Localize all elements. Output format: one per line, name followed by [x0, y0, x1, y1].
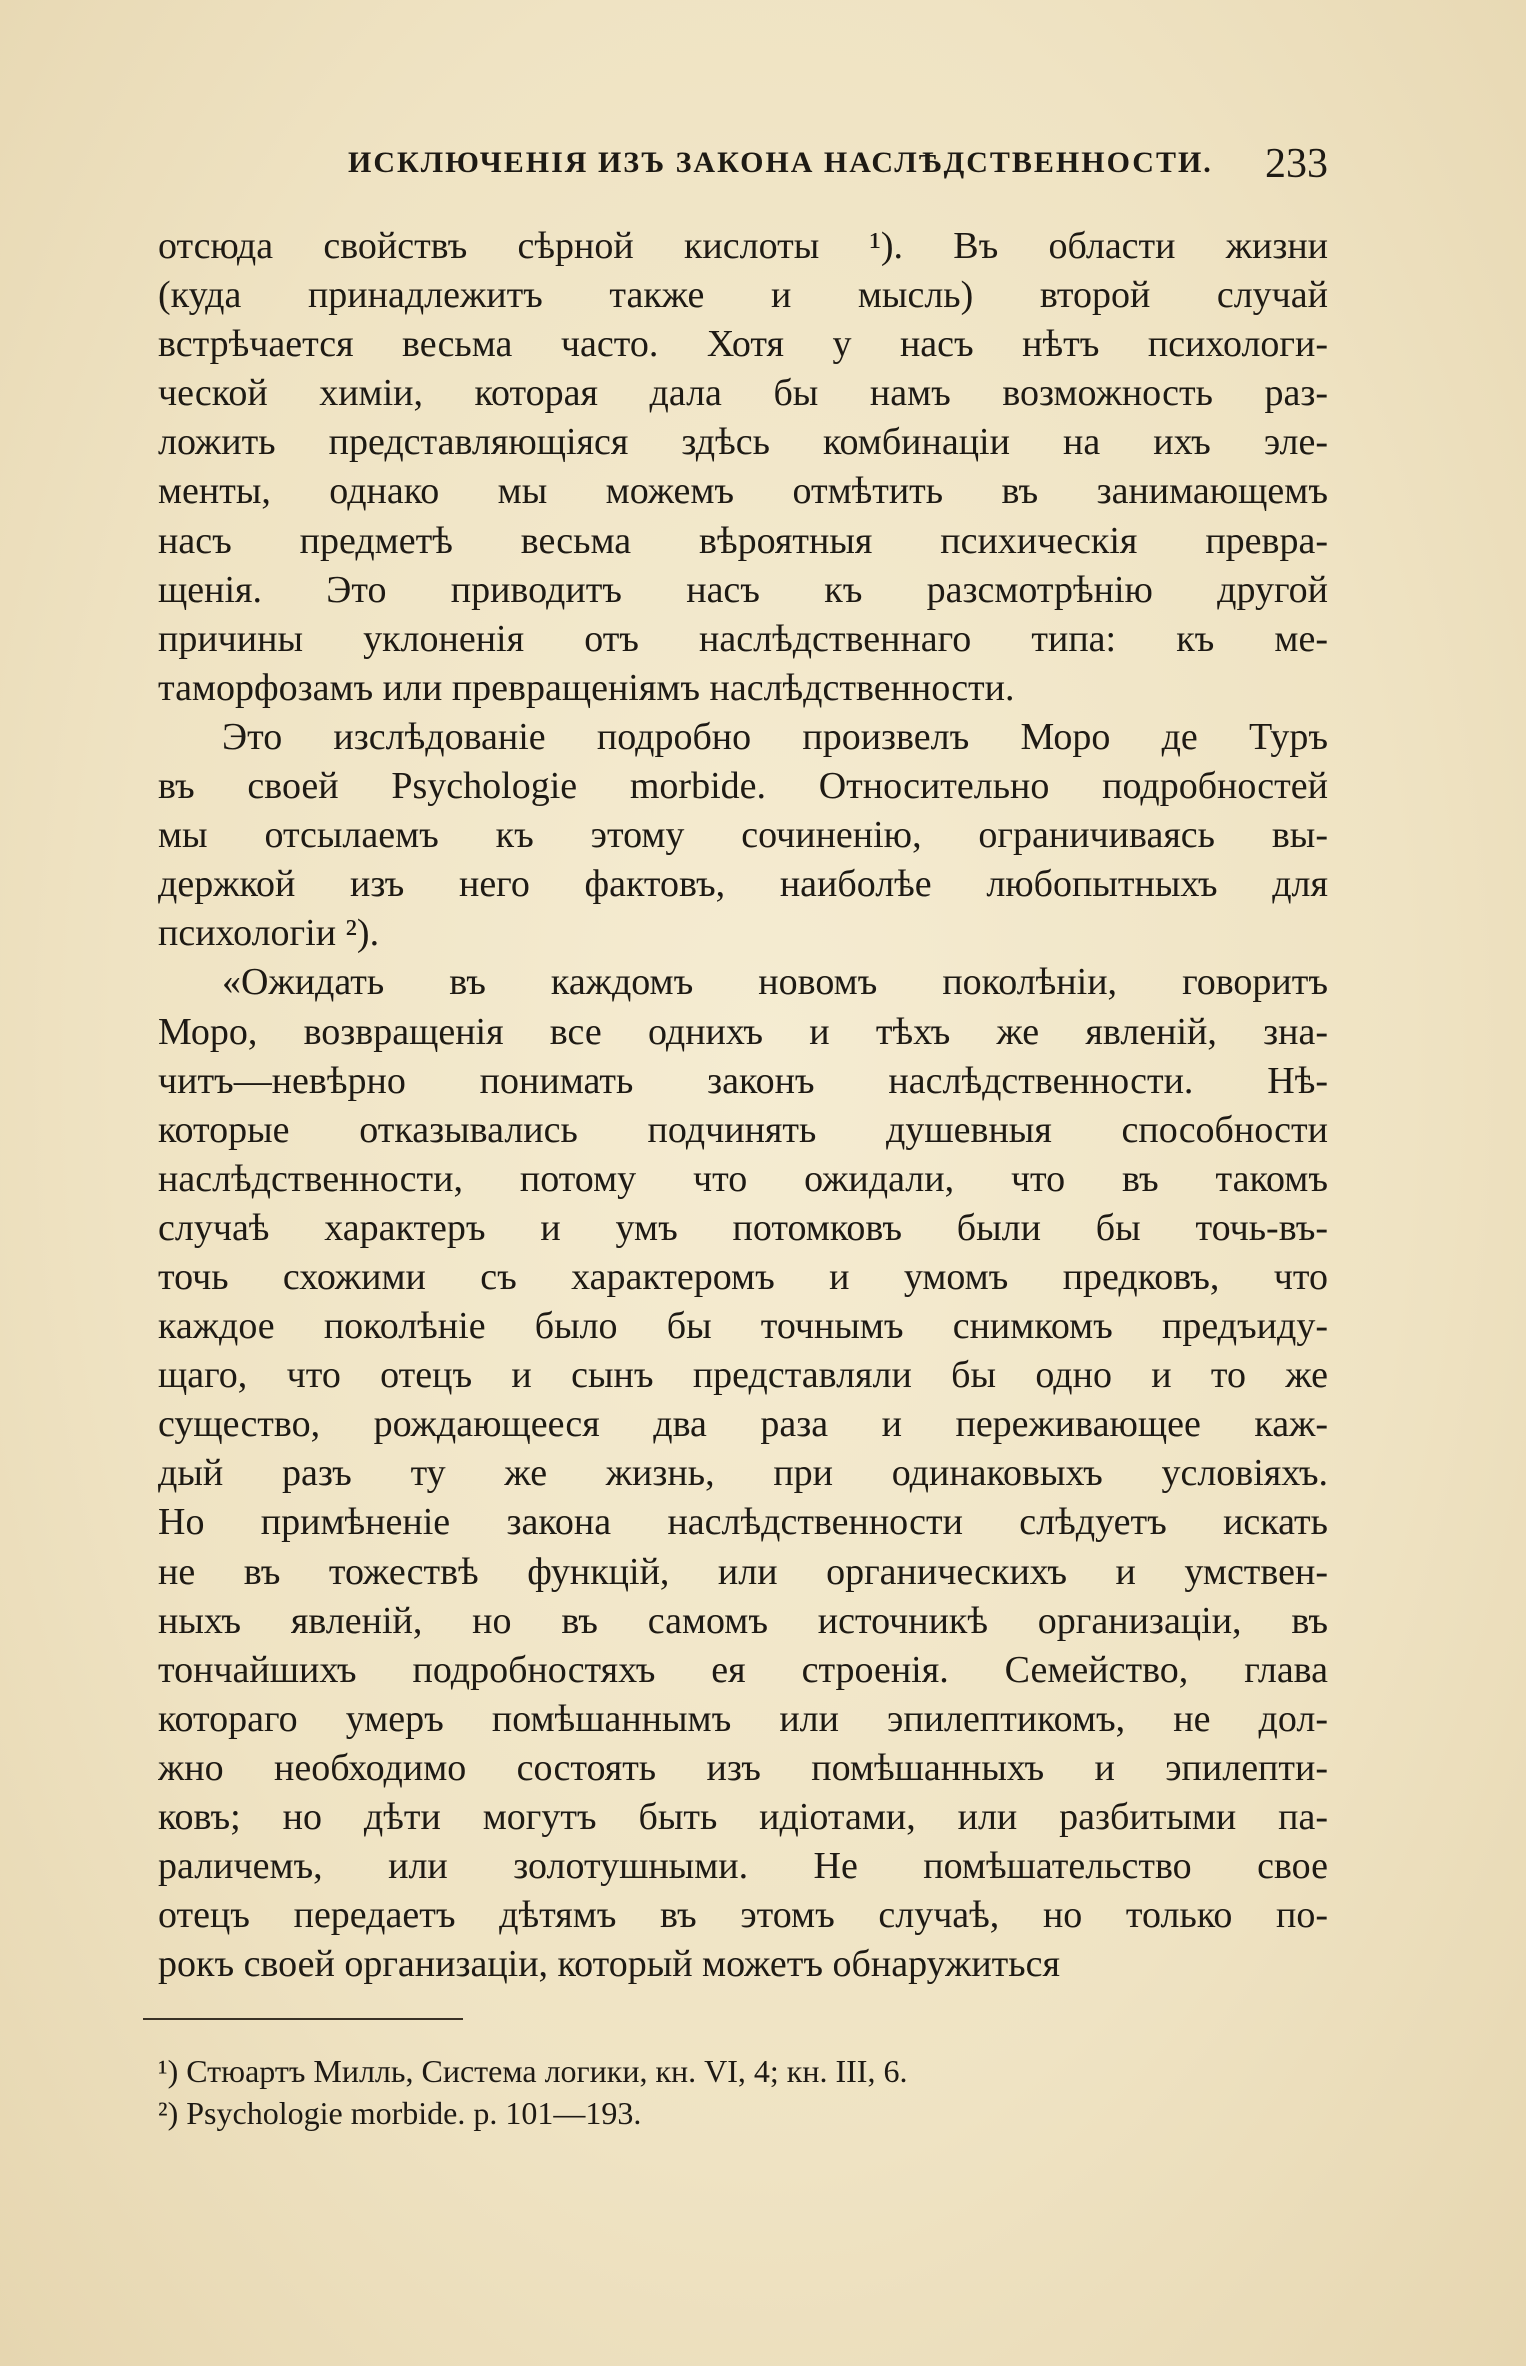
- text-line: не въ тожествѣ функцій, или органическихъ и умствен-: [158, 1550, 1328, 1593]
- text-line: менты, однако мы можемъ отмѣтить въ занимающемъ: [158, 470, 1328, 513]
- running-title: ИСКЛЮЧЕНІЯ ИЗЪ ЗАКОНА НАСЛѢДСТВЕННОСТИ.: [348, 146, 1213, 179]
- text-line: «Ожидать въ каждомъ новомъ поколѣніи, говоритъ: [222, 961, 1328, 1004]
- text-line: читъ—невѣрно понимать законъ наслѣдственности. Нѣ-: [158, 1059, 1328, 1102]
- text-line: существо, рождающееся два раза и переживающее каж-: [158, 1403, 1328, 1446]
- body-text: [158, 222, 1328, 1989]
- text-line: держкой изъ него фактовъ, наиболѣе любопытныхъ для: [158, 863, 1328, 906]
- footnote-1: ¹) Стюартъ Милль, Система логики, кн. VI, 4; кн. III, 6.: [158, 2053, 908, 2089]
- running-head: [158, 140, 1328, 190]
- text-line: Но примѣненіе закона наслѣдственности слѣдуетъ искать: [158, 1501, 1328, 1544]
- text-line: Это изслѣдованіе подробно произвелъ Моро де Туръ: [222, 715, 1328, 758]
- footnotes: [158, 2050, 1328, 2134]
- text-line: которые отказывались подчинять душевныя способности: [158, 1108, 1328, 1151]
- text-line: ковъ; но дѣти могутъ быть идіотами, или разбитыми па-: [158, 1796, 1328, 1838]
- text-line: дый разъ ту же жизнь, при одинаковыхъ условіяхъ.: [158, 1452, 1328, 1495]
- text-line: (куда принадлежитъ также и мысль) второй случай: [158, 274, 1328, 317]
- text-line: жно необходимо состоять изъ помѣшанныхъ и эпилепти-: [158, 1746, 1328, 1789]
- text-line: ныхъ явленій, но въ самомъ источникѣ организаціи, въ: [158, 1599, 1328, 1642]
- text-line: щенія. Это приводитъ насъ къ разсмотрѣнію другой: [158, 568, 1328, 611]
- text-line: Моро, возвращенія все однихъ и тѣхъ же явленій, зна-: [158, 1010, 1328, 1053]
- text-line: психологіи ²).: [158, 912, 380, 955]
- text-line: насъ предметѣ весьма вѣроятныя психическія превра-: [158, 519, 1328, 562]
- text-line: рокъ своей организаціи, который можетъ обнаружиться: [158, 1943, 1060, 1986]
- text-line: щаго, что отецъ и сынъ представляли бы одно и то же: [158, 1354, 1328, 1397]
- text-line: отецъ передаетъ дѣтямъ въ этомъ случаѣ, но только по-: [158, 1894, 1328, 1937]
- footnote-rule: [143, 2018, 463, 2020]
- text-line: каждое поколѣніе было бы точнымъ снимкомъ предъиду-: [158, 1305, 1328, 1348]
- text-line: тончайшихъ подробностяхъ ея строенія. Семейство, глава: [158, 1648, 1328, 1691]
- text-line: въ своей Psychologie morbide. Относительно подробностей: [158, 765, 1328, 808]
- text-line: наслѣдственности, потому что ожидали, что въ такомъ: [158, 1157, 1328, 1200]
- text-line: мы отсылаемъ къ этому сочиненію, ограничиваясь вы-: [158, 814, 1328, 857]
- text-line: точь схожими съ характеромъ и умомъ предковъ, что: [158, 1255, 1328, 1298]
- text-line: таморфозамъ или превращеніямъ наслѣдственности.: [158, 666, 1015, 709]
- text-line: встрѣчается весьма часто. Хотя у насъ нѣтъ психологи-: [158, 323, 1328, 366]
- footnote-2: ²) Psychologie morbide. p. 101—193.: [158, 2095, 642, 2131]
- text-line: ложить представляющіяся здѣсь комбинаціи на ихъ эле-: [158, 421, 1328, 464]
- text-line: раличемъ, или золотушными. Не помѣшательство свое: [158, 1845, 1328, 1888]
- page-number: 233: [1265, 141, 1328, 187]
- text-line: котораго умеръ помѣшаннымъ или эпилептикомъ, не дол-: [158, 1697, 1328, 1740]
- text-line: случаѣ характеръ и умъ потомковъ были бы точь-въ-: [158, 1206, 1328, 1249]
- text-line: ческой химіи, которая дала бы намъ возможность раз-: [158, 372, 1328, 415]
- text-line: отсюда свойствъ сѣрной кислоты ¹). Въ области жизни: [158, 225, 1328, 267]
- text-line: причины уклоненія отъ наслѣдственнаго типа: къ ме-: [158, 617, 1328, 660]
